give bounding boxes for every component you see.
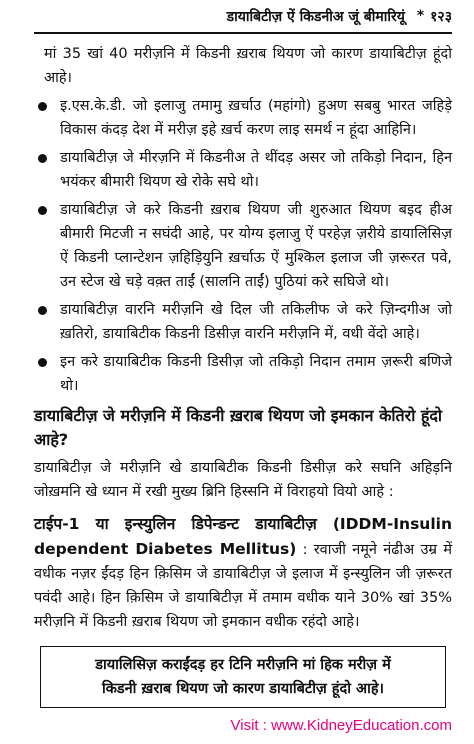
footer-link[interactable]: Visit : www.KidneyEducation.com (230, 717, 452, 734)
callout-box (40, 646, 446, 708)
running-header-title: डायाबिटीज़ ऐं किडनीअ जूं बीमारियूं (226, 8, 405, 25)
bullet-icon (38, 306, 47, 315)
header-rule (34, 32, 452, 34)
section-heading: डायाबिटीज़ जे मरीज़नि में किडनी ख़राब थियण जो इमकान केतिरो हूंदो आहे? (34, 405, 443, 449)
callout-line: किडनी ख़राब थियण जो कारण डायाबिटीज़ हूंदो आहे। (101, 680, 385, 697)
type1-lead: टाईप-1 या इन्स्युलिन डिपेन्डन्ट डायाबिटीज़ (IDDM-Insulin dependent Diabetes Mellitus) (34, 514, 452, 558)
bullet-icon (38, 358, 47, 367)
running-header (34, 0, 452, 32)
list-item (34, 350, 452, 398)
list-item-text: इ.एस.के.डी. जो इलाजु तमामु ख़र्चाउ (महांगो) हुअण सबबु भारत जहिड़े विकास कंदड़ देश में मरीज़ इहे ख़र्च करण लाइ समर्थ न हूंदा आहिनि। (60, 97, 452, 138)
list-item-text: डायाबिटीज़ वारनि मरीज़नि खे दिल जी तकिलीफ जे करे ज़िन्दगीअ जो ख़तिरो, डायाबिटीक किडनी डिसीज़ वारनि मरीज़नि में, वधी वेंदो आहे। (60, 301, 452, 342)
type1-text: : रवाजी नमूने नंढीअ उम्र में वधीक नज़र ईंदड़ हिन क़िसिम जे डायाबिटीज़ जे इलाज में इन्स्युलिन जी ज़रूरत पवंदी आहे। हिन क़िसिम जे डायाबिटीज़ में तमाम वधीक याने 30% खां 35% मरीज़नि में किडनी ख़राब थियण जो इमकान वधीक रहंदो आहे। (34, 541, 453, 630)
bullet-icon (38, 102, 47, 111)
header-star: * (416, 8, 425, 24)
list-item (34, 146, 452, 194)
bullet-list (34, 94, 452, 398)
list-item (34, 198, 452, 294)
list-item (34, 94, 452, 142)
intro-paragraph: मां 35 खां 40 मरीज़नि में किडनी ख़राब थियण जो कारण डायाबिटीज़ हूंदो आहे। (44, 45, 452, 86)
list-item-text: डायाबिटीज़ जे करे किडनी ख़राब थियण जी शुरुआत थियण बइद हीअ बीमारी मिटजी न सघंदी आहे, पर योग्य इलाजु ऐं परहेज़ ज़रीये डायालिसिज़ ऐं किडनी प्लान्टेशन ज़हिड़ियुनि ख़र्चाऊ ऐं मुश्किल इलाज जी ज़रूरत पवे, उन स्टेज खे चड़े वक़्त ताईं (सालनि ताईं) पुठियां करे सघिजे थो। (60, 201, 452, 290)
list-item-text: डायाबिटीज़ जे मीरज़नि में किडनीअ ते थींदड़ असर जो तकिड़ो निदान, हिन भयंकर बीमारी थियण खे रोके सघे थो। (60, 149, 452, 190)
section-paragraph: डायाबिटीज़ जे मरीज़नि खे डायाबिटीक किडनी डिसीज़ करे सघनि अहिड़नि जोख़मनि खे ध्यान में रखी मुख्य ब्रिनि हिस्सनि में विराहयो वियो आहे : (34, 459, 452, 500)
callout-line: डायालिसिज़ कराईंदड़ हर टिनि मरीज़नि मां हिक मरीज़ में (95, 656, 391, 673)
bullet-icon (38, 206, 47, 215)
type1-paragraph (34, 512, 452, 634)
bullet-icon (38, 154, 47, 163)
page-number: १२३ (430, 8, 452, 25)
list-item-text: इन करे डायाबिटीक किडनी डिसीज़ जो तकिड़ो निदान तमाम ज़रूरी बणिजे थो। (60, 353, 452, 394)
list-item (34, 298, 452, 346)
